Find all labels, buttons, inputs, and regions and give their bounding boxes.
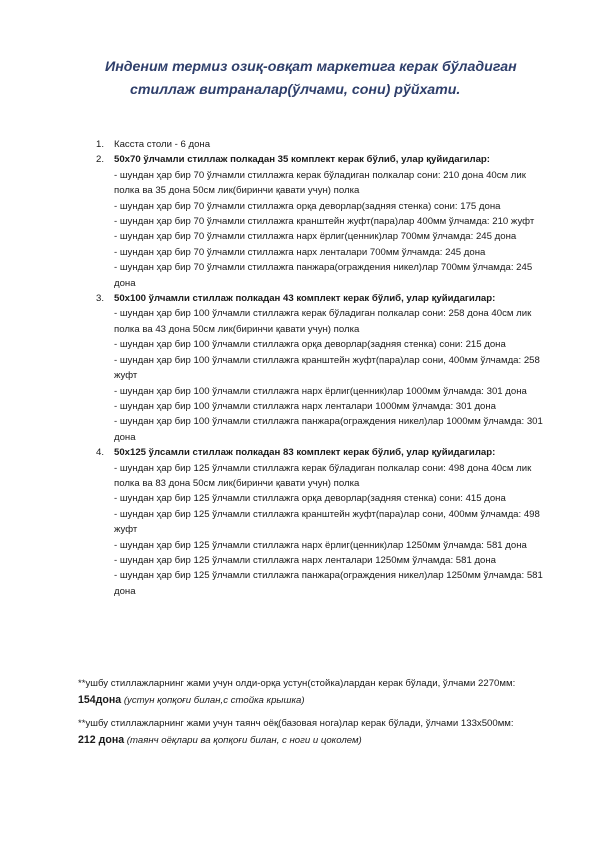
list-item-detail: - шундан ҳар бир 70 ўлчамли стиллажга нарх ёрлиг(ценник)лар 700мм ўлчамда: 245 дона: [114, 231, 517, 243]
footnote: [78, 716, 548, 749]
footnote: [78, 676, 548, 709]
list-item-detail: - шундан ҳар бир 70 ўлчамли стиллажга панжара(ограждения никел)лар 700мм ўлчамда: 245 дона: [114, 262, 533, 289]
list-item-detail: - шундан ҳар бир 125 ўлчамли стиллажга панжара(ограждения никел)лар 1250мм ўлчамда: 581 дона: [114, 570, 543, 597]
footnote-remark: (таянч оёқлари ва қопқоғи билан, с ноги и цоколем): [126, 735, 362, 746]
list-item-detail: - шундан ҳар бир 70 ўлчамли стиллажга орқа деворлар(задняя стенка) сони: 175 дона: [114, 200, 501, 212]
list-item-detail: - шундан ҳар бир 70 ўлчамли стиллажга нарх ленталари 700мм ўлчамда: 245 дона: [114, 246, 486, 258]
footnote-quantity: 154дона: [78, 694, 122, 706]
list-item-detail: - шундан ҳар бир 125 ўлчамли стиллажга орқа деворлар(задняя стенка) сони: 415 дона: [114, 493, 506, 505]
list-item-detail: - шундан ҳар бир 70 ўлчамли стиллажга кранштейн жуфт(пара)лар 400мм ўлчамда: 210 жуфт: [114, 216, 535, 228]
notes-section: [78, 676, 548, 756]
list-item-detail: - шундан ҳар бир 70 ўлчамли стиллажга керак бўладиган полкалар сони: 210 дона 40см лик полка ва 35 дона 50см лик(биринчи қавати учун) полка: [114, 169, 526, 197]
page-title: [80, 56, 550, 102]
list-item-number: 1.: [96, 139, 105, 150]
list-item: [96, 291, 556, 445]
title-line-1: Инденим термиз озиқ-овқат маркетига керак бўладиган: [105, 59, 517, 75]
list-item-detail: - шундан ҳар бир 125 ўлчамли стиллажга нарх ёрлиг(ценник)лар 1250мм ўлчамда: 581 дона: [114, 539, 527, 551]
list-item-detail: - шундан ҳар бир 100 ўлчамли стиллажга нарх ленталари 1000мм ўлчамда: 301 дона: [114, 400, 497, 412]
list-item-detail: - шундан ҳар бир 100 ўлчамли стиллажга нарх ёрлиг(ценник)лар 1000мм ўлчамда: 301 дона: [114, 385, 527, 397]
footnote-quantity: 212 дона: [78, 734, 125, 746]
list-item-number: 2.: [96, 154, 105, 166]
list-item-heading: 50х125 ўлсамли стиллаж полкадан 83 комплект керак бўлиб, улар қуйидагилар:: [114, 447, 496, 459]
numbered-list: [96, 137, 556, 599]
list-item-detail: - шундан ҳар бир 125 ўлчамли стиллажга кранштейн жуфт(пара)лар сони, 400мм ўлчамда: 498 жуфт: [114, 508, 540, 536]
list-item: [96, 137, 556, 152]
list-item-heading: 50х100 ўлчамли стиллаж полкадан 43 комплект керак бўлиб, улар қуйидагилар:: [114, 293, 496, 305]
title-line-2: стиллаж витраналар(ўлчами, сони) рўйхати.: [130, 82, 461, 98]
footnote-remark: (устун қопқоғи билан,с стойка крышка): [123, 695, 305, 706]
list-item-detail: - шундан ҳар бир 100 ўлчамли стиллажга керак бўладиган полкалар сони: 258 дона 40см лик полка ва 43 дона 50см лик(биринчи қавати учун) полка: [114, 308, 532, 335]
list-item: [96, 445, 556, 599]
list-item-detail: - шундан ҳар бир 100 ўлчамли стиллажга кранштейн жуфт(пара)лар сони, 400мм ўлчамда: 258 жуфт: [114, 354, 540, 382]
footnote-text: **ушбу стиллажларнинг жами учун таянч оёқ(базовая нога)лар керак бўлади, ўлчами 133х500мм:: [78, 718, 514, 729]
list-item: [96, 152, 556, 291]
list-item-detail: - шундан ҳар бир 100 ўлчамли стиллажга панжара(ограждения никел)лар 1000мм ўлчамда: 301 дона: [114, 416, 543, 443]
list-item-number: 4.: [96, 447, 105, 459]
list-item-number: 3.: [96, 293, 105, 305]
list-item-detail: - шундан ҳар бир 100 ўлчамли стиллажга орқа деворлар(задняя стенка) сони: 215 дона: [114, 339, 506, 351]
list-item-detail: - шундан ҳар бир 125 ўлчамли стиллажга керак бўладиган полкалар сони: 498 дона 40см лик полка ва 83 дона 50см лик(биринчи қавати учун) полка: [114, 462, 532, 489]
list-item-detail: - шундан ҳар бир 125 ўлчамли стиллажга нарх ленталари 1250мм ўлчамда: 581 дона: [114, 554, 497, 566]
list-item-heading: 50х70 ўлчамли стиллаж полкадан 35 комплект керак бўлиб, улар қуйидагилар:: [114, 154, 490, 166]
footnote-text: **ушбу стиллажларнинг жами учун олди-орқа устун(стойка)лардан керак бўлади, ўлчами 2270мм:: [78, 678, 516, 689]
list-item-heading: Касста столи - 6 дона: [114, 139, 211, 150]
